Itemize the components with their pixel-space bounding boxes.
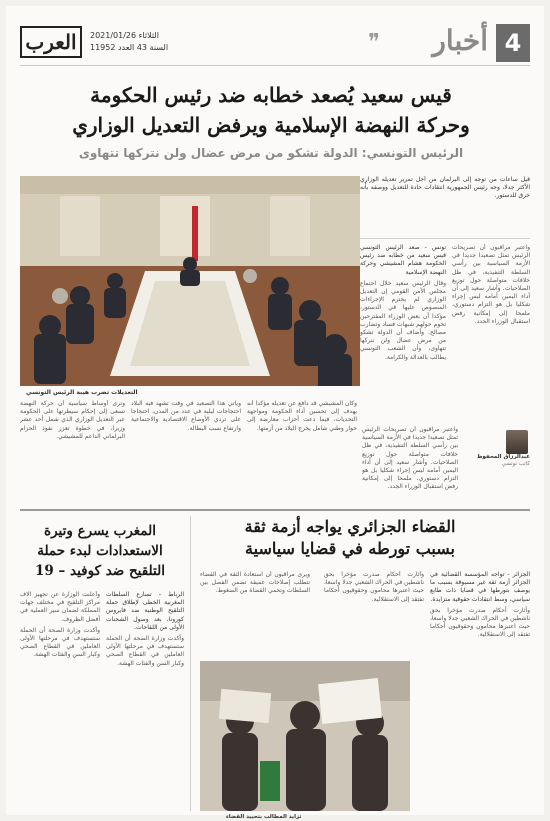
morocco-headline bbox=[20, 521, 180, 581]
main-column-right bbox=[360, 244, 446, 404]
main-lower-col-2 bbox=[131, 400, 241, 505]
issue-dateline bbox=[90, 30, 168, 54]
masthead bbox=[20, 24, 530, 66]
morocco-text-1: الرباط - تسارع السلطات المغربية الخطى لإطلاق حملة التلقيح الوطنية ضد فايروس كورونا، بعد وصول الشحنات الأولى من اللقاحات. bbox=[106, 591, 184, 631]
morocco-col-1 bbox=[106, 591, 184, 811]
main-headline-line-2: وحركة النهضة الإسلامية ويرفض التعديل الوزاري bbox=[72, 113, 470, 137]
main-headline-line-1: قيس سعيد يُصعد خطابه ضد رئيس الحكومة bbox=[90, 83, 452, 107]
main-intro-text: قيل ساعات من توجه إلى البرلمان من أجل تمرير تعديله الوزاري الأكثر جدلا، وجه رئيس الجمهورية انتقادات حادة للتعديل ووصفه بأنه خرق للدستور. bbox=[360, 176, 530, 200]
morocco-text-2: وأكدت وزارة الصحة أن الحملة ستستهدف في مرحلتها الأولى العاملين في القطاع الصحي وكبار السن والفئات الهشة. bbox=[106, 635, 184, 667]
section-title: أخبار bbox=[432, 24, 488, 57]
quote-icon: ❞ bbox=[368, 30, 380, 55]
algeria-text-2: وأثارت أحكام صدرت مؤخرا بحق ناشطين في الحراك الشعبي جدلا واسعا، حيث اعتبرها محامون وحقوقيون أحكاما تفتقد إلى الاستقلالية. bbox=[430, 606, 530, 639]
main-column-right-text: وقال الرئيس سعيد خلال اجتماع مجلس الأمن القومي إن التعديل الوزاري لم يحترم الإجراءات المنصوص عليها في الدستور، مؤكدا أن بعض الوزراء المقترحين تحوم حولهم شبهات فساد وتضارب مصالح. وأضاف أن الدولة تشكو من مرض عضال ولن نتركها تتهاوى، وأن الشعب التونسي يطالب بالعدالة والكرامة. bbox=[360, 279, 446, 361]
algeria-col-3 bbox=[200, 571, 310, 656]
main-headline bbox=[36, 80, 506, 140]
newspaper-page bbox=[6, 6, 544, 820]
main-lower-col-1 bbox=[20, 400, 125, 505]
main-dateline: تونس - صعد الرئيس التونسي قيس سعيد من خطابه ضد رئيس الحكومة هشام المشيشي وحركة النهضة الإسلامية bbox=[360, 244, 446, 276]
column-divider bbox=[190, 516, 191, 811]
main-photo-caption: التعديلات تضرب هيبة الرئيس التونسي bbox=[26, 389, 138, 396]
main-lower-col-3 bbox=[247, 400, 357, 505]
page-number: 4 bbox=[496, 24, 530, 62]
algeria-headline-line-2: بسبب تورطه في قضايا سياسية bbox=[245, 539, 455, 558]
algeria-col-1 bbox=[430, 571, 530, 811]
issue-number: السنة 43 العدد 11952 bbox=[90, 43, 169, 52]
divider bbox=[360, 238, 530, 239]
protest-illustration bbox=[200, 661, 410, 811]
algeria-text-1: الجزائر - تواجه المؤسسة القضائية في الجزائر أزمة ثقة غير مسبوقة بسبب ما يوصف بتورطها في قضايا ذات طابع سياسي، وسط انتقادات حقوقية متزايدة. bbox=[430, 571, 530, 603]
author-name-text: عبدالرزاق المحفوظ bbox=[476, 454, 530, 460]
main-lower-text-1: وترى أوساط سياسية أن حركة النهضة تسعى إلى إحكام سيطرتها على الحكومة عبر التعديل الوزاري الذي شمل أحد عشر وزيرا، في خطوة تعزز نفوذ الحزام البرلماني الداعم للمشيشي. bbox=[20, 400, 125, 440]
algeria-text-3: ويرى مراقبون أن استعادة الثقة في القضاء تتطلب إصلاحات عميقة تضمن الفصل بين السلطات وتحمي القضاة من الضغوط. bbox=[200, 571, 310, 595]
algeria-protest-photo bbox=[200, 661, 410, 811]
morocco-headline-line-1: المغرب يسرع وتيرة bbox=[44, 523, 156, 539]
morocco-col-2 bbox=[20, 591, 100, 811]
main-subhead: الرئيس التونسي: الدولة تشكو من مرض عضال ولن نتركها تتهاوى bbox=[78, 146, 464, 160]
main-continued-text: واعتبر مراقبون أن تصريحات الرئيس تمثل تصعيدا جديدا في الأزمة السياسية بين رأسي السلطة التنفيذية، في ظل خلافات متواصلة حول توزيع الصلاحيات. وأشار سعيد إلى أن أداء اليمين أمامه ليس إجراء شكليا بل هو التزام دستوري، ملمحا إلى إمكانية رفض استقبال الوزراء الجدد. bbox=[362, 426, 458, 491]
morocco-headline-line-3: التلقيح ضد كوفيد – 19 bbox=[35, 563, 165, 579]
morocco-text-3: وأعلنت الوزارة عن تجهيز آلاف مراكز التلقيح في مختلف جهات المملكة لضمان سير العملية في أفضل الظروف. bbox=[20, 591, 100, 623]
algeria-photo-caption: تزايد المطالب بتحييد القضاء bbox=[226, 814, 302, 820]
algeria-col-2 bbox=[324, 571, 424, 656]
cabinet-meeting-photo bbox=[20, 176, 360, 386]
main-column-far-right-text: واعتبر مراقبون أن تصريحات الرئيس تمثل تصعيدا جديدا في الأزمة السياسية بين رأسي السلطة التنفيذية، في ظل خلافات متواصلة حول توزيع الصلاحيات. وأشار سعيد إلى أن أداء اليمين أمامه ليس إجراء شكليا بل هو التزام دستوري، ملمحا إلى إمكانية رفض استقبال الوزراء الجدد. bbox=[452, 244, 530, 325]
main-column-far-right bbox=[452, 244, 530, 424]
main-intro bbox=[360, 176, 530, 236]
main-lower-text-2: ويأتي هذا التصعيد في وقت تشهد فيه البلاد احتجاجات ليلية في عدد من المدن، احتجاجا على تردي الأوضاع الاقتصادية والاجتماعية وارتفاع نسب البطالة. bbox=[131, 400, 241, 432]
opinion-author-box bbox=[464, 426, 530, 496]
morocco-headline-line-2: الاستعدادات لبدء حملة bbox=[37, 543, 163, 559]
main-lower-text-3: وكان المشيشي قد دافع عن تعديله مؤكدا أنه يهدف إلى تحسين أداء الحكومة ومواجهة التحديات، فيما دعت أحزاب معارضة إلى حوار وطني شامل يخرج البلاد من أزمتها. bbox=[247, 400, 357, 432]
meeting-illustration bbox=[20, 176, 360, 386]
section-divider bbox=[20, 509, 530, 511]
author-name bbox=[464, 454, 530, 468]
algeria-headline-line-1: القضاء الجزائري يواجه أزمة ثقة bbox=[244, 517, 456, 536]
author-label: كاتب تونسي bbox=[501, 461, 530, 467]
algeria-text-2b: وأثارت أحكام صدرت مؤخرا بحق ناشطين في الحراك الشعبي جدلا واسعا، حيث اعتبرها محامون وحقوقيون أحكاما تفتقد إلى الاستقلالية. bbox=[324, 571, 424, 603]
algeria-headline bbox=[200, 516, 500, 560]
author-avatar bbox=[506, 430, 528, 454]
main-continued-col bbox=[362, 426, 458, 506]
morocco-text-2b: وأكدت وزارة الصحة أن الحملة ستستهدف في مرحلتها الأولى العاملين في القطاع الصحي وكبار السن والفئات الهشة. bbox=[20, 626, 100, 659]
newspaper-logo: العرب bbox=[20, 26, 82, 58]
issue-date: الثلاثاء 2021/01/26 bbox=[90, 31, 159, 40]
